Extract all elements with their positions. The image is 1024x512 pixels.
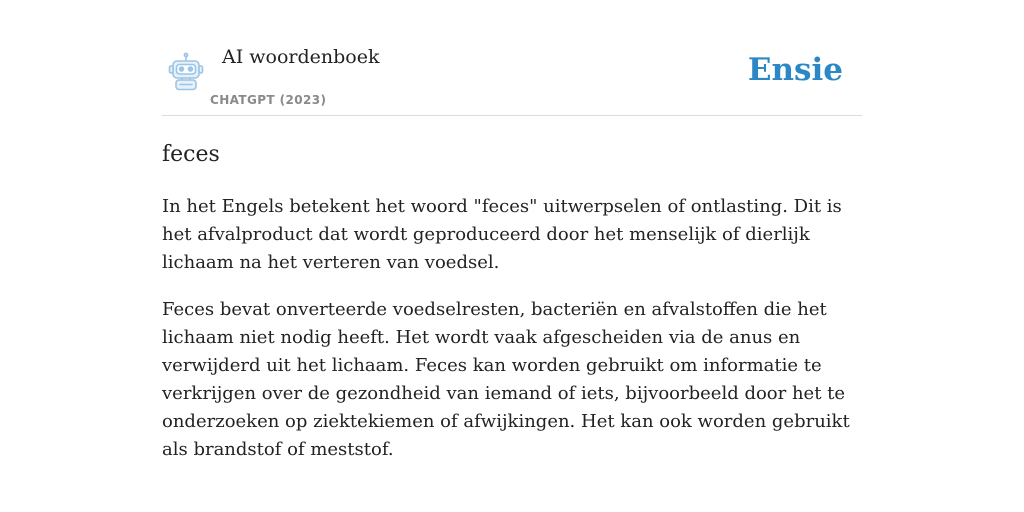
brand-logo[interactable]: Ensie — [747, 52, 843, 88]
dictionary-name[interactable]: AI woordenboek — [222, 46, 380, 68]
entry-header — [162, 40, 862, 116]
source-label: CHATGPT (2023) — [210, 93, 327, 107]
definition-paragraph: In het Engels betekent het woord "feces" uitwerpselen of ontlasting. Dit is het afvalproduct dat wordt geproduceerd door het menselijk of dierlijk lichaam na het verteren van voedsel. — [162, 196, 842, 273]
robot-icon — [166, 52, 206, 92]
entry-card — [162, 40, 862, 464]
entry-term: feces — [162, 142, 220, 167]
definition-paragraph: Feces bevat onverteerde voedselresten, bacteriën en afvalstoffen die het lichaam niet nodig heeft. Het wordt vaak afgescheiden via de anus en verwijderd uit het lichaam. Feces kan worden gebruikt om informatie te verkrijgen over de gezondheid van iemand of iets, bijvoorbeeld door het te onderzoeken op ziektekiemen of afwijkingen. Het kan ook worden gebruikt als brandstof of meststof. — [162, 299, 850, 460]
definition — [162, 193, 862, 464]
